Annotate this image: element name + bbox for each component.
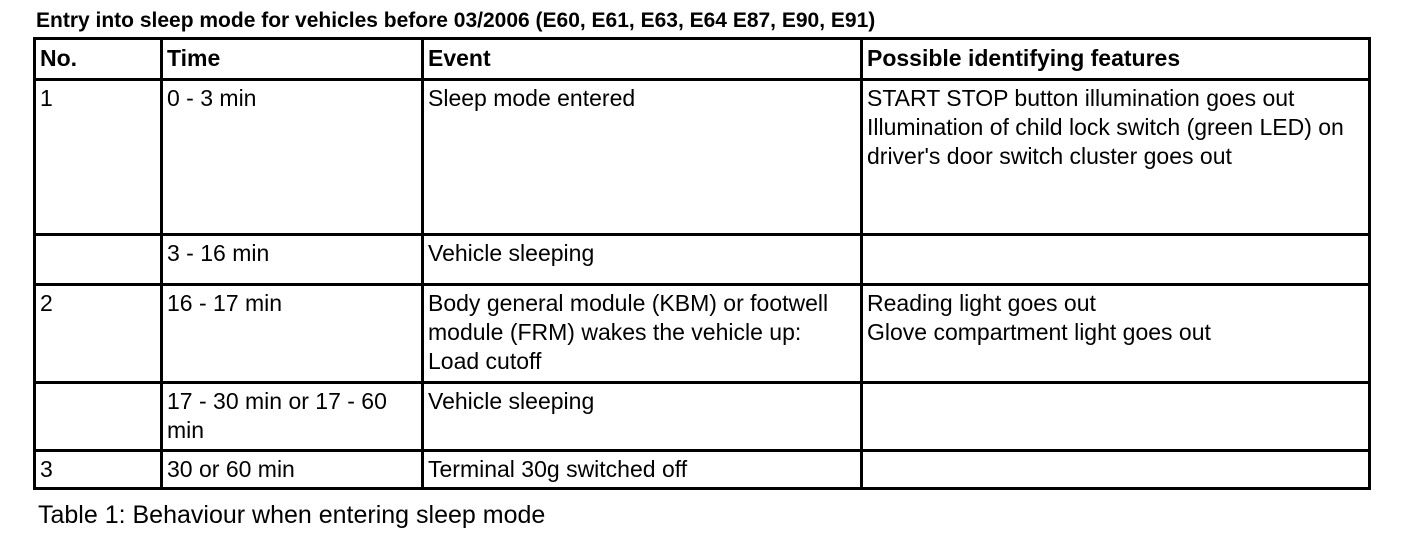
table-row: [35, 80, 1370, 235]
header-time: Time: [162, 39, 423, 80]
cell-no: 2: [35, 285, 162, 383]
header-no: No.: [35, 39, 162, 80]
cell-time: 30 or 60 min: [162, 451, 423, 489]
cell-no: [35, 383, 162, 451]
table-title: Entry into sleep mode for vehicles before 03/2006 (E60, E61, E63, E64 E87, E90, E91): [36, 9, 876, 32]
cell-no: 3: [35, 451, 162, 489]
header-features: Possible identifying features: [862, 39, 1370, 80]
table-row: [35, 383, 1370, 451]
cell-features: [862, 451, 1370, 489]
cell-features: [862, 285, 1370, 383]
cell-event: Vehicle sleeping: [423, 235, 862, 285]
feature-line: Illumination of child lock switch (green LED) on driver's door switch cluster goes out: [867, 114, 1344, 169]
table-header-row: [35, 39, 1370, 80]
cell-features: [862, 235, 1370, 285]
sleep-mode-table: [33, 37, 1371, 490]
feature-line: Glove compartment light goes out: [867, 319, 1211, 345]
cell-time: 16 - 17 min: [162, 285, 423, 383]
table-row: [35, 235, 1370, 285]
cell-event: Terminal 30g switched off: [423, 451, 862, 489]
cell-no: [35, 235, 162, 285]
cell-no: 1: [35, 80, 162, 235]
table-caption: Table 1: Behaviour when entering sleep mode: [38, 501, 546, 529]
feature-line: Reading light goes out: [867, 290, 1096, 316]
cell-features: [862, 383, 1370, 451]
header-event: Event: [423, 39, 862, 80]
table-row: [35, 285, 1370, 383]
cell-event: Body general module (KBM) or footwell module (FRM) wakes the vehicle up: Load cutoff: [423, 285, 862, 383]
feature-line: START STOP button illumination goes out: [867, 85, 1295, 111]
cell-time: 3 - 16 min: [162, 235, 423, 285]
cell-features: [862, 80, 1370, 235]
cell-time: 17 - 30 min or 17 - 60 min: [162, 383, 423, 451]
cell-time: 0 - 3 min: [162, 80, 423, 235]
table-row: [35, 451, 1370, 489]
cell-event: Sleep mode entered: [423, 80, 862, 235]
cell-event: Vehicle sleeping: [423, 383, 862, 451]
